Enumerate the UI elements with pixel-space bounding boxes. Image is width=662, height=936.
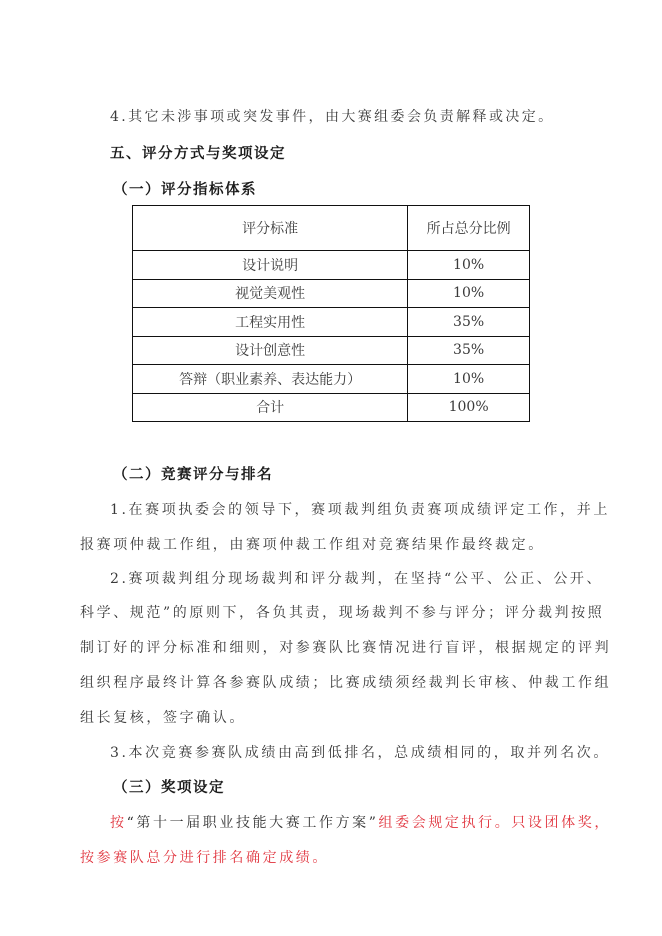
table-cell-ratio: 10% <box>408 365 530 394</box>
table-row <box>133 336 530 365</box>
subsection-1-heading: （一）评分指标体系 <box>113 182 257 198</box>
table-row <box>133 365 530 394</box>
subsection-2-heading: （二）竞赛评分与排名 <box>113 467 273 483</box>
table-cell-criterion: 设计说明 <box>133 251 408 280</box>
subsection-3-heading: （三）奖项设定 <box>113 780 225 796</box>
table-cell-criterion: 答辩（职业素养、表达能力） <box>133 365 408 394</box>
table-cell-criterion: 合计 <box>133 393 408 422</box>
award-text-red-suffix: 组委会规定执行。只设团体奖， <box>378 815 611 831</box>
award-text-red-prefix: 按 <box>110 815 127 831</box>
table-row <box>133 279 530 308</box>
table-cell-criterion: 设计创意性 <box>133 336 408 365</box>
table-header-row <box>133 206 530 251</box>
para-2-line-5: 组长复核，签字确认。 <box>80 710 246 726</box>
item-4-text: 4.其它未涉事项或突发事件，由大赛组委会负责解释或决定。 <box>110 109 555 125</box>
para-3-line-1: 3.本次竞赛参赛队成绩由高到低排名，总成绩相同的，取并列名次。 <box>110 745 610 761</box>
para-2-line-1: 2.赛项裁判组分现场裁判和评分裁判，在坚持“公平、公正、公开、 <box>110 571 604 587</box>
section-5-heading: 五、评分方式与奖项设定 <box>110 146 286 162</box>
table-cell-criterion: 视觉美观性 <box>133 279 408 308</box>
para-2-line-3: 制订好的评分标准和细则，对参赛队比赛情况进行盲评，根据规定的评判 <box>80 640 612 656</box>
table-row <box>133 308 530 337</box>
table-total-row <box>133 393 530 422</box>
table-cell-ratio: 10% <box>408 279 530 308</box>
table-header-ratio: 所占总分比例 <box>408 206 530 251</box>
table-cell-ratio: 35% <box>408 336 530 365</box>
para-2-line-2: 科学、规范”的原则下，各负其责，现场裁判不参与评分；评分裁判按照 <box>80 605 605 621</box>
table-cell-criterion: 工程实用性 <box>133 308 408 337</box>
table-cell-ratio: 35% <box>408 308 530 337</box>
para-1-line-1: 1.在赛项执委会的领导下，赛项裁判组负责赛项成绩评定工作，并上 <box>110 502 610 518</box>
para-1-line-2: 报赛项仲裁工作组，由赛项仲裁工作组对竞赛结果作最终裁定。 <box>80 537 545 553</box>
award-para-line-1 <box>110 814 611 832</box>
table-row <box>133 251 530 280</box>
table-cell-ratio: 10% <box>408 251 530 280</box>
table-header-criterion: 评分标准 <box>133 206 408 251</box>
para-2-line-4: 组织程序最终计算各参赛队成绩；比赛成绩须经裁判长审核、仲裁工作组 <box>80 675 612 691</box>
award-para-line-2: 按参赛队总分进行排名确定成绩。 <box>80 850 329 866</box>
scoring-criteria-table <box>132 205 530 422</box>
award-text-quoted-plan: “第十一届职业技能大赛工作方案” <box>126 815 379 831</box>
table-cell-ratio: 100% <box>408 393 530 422</box>
